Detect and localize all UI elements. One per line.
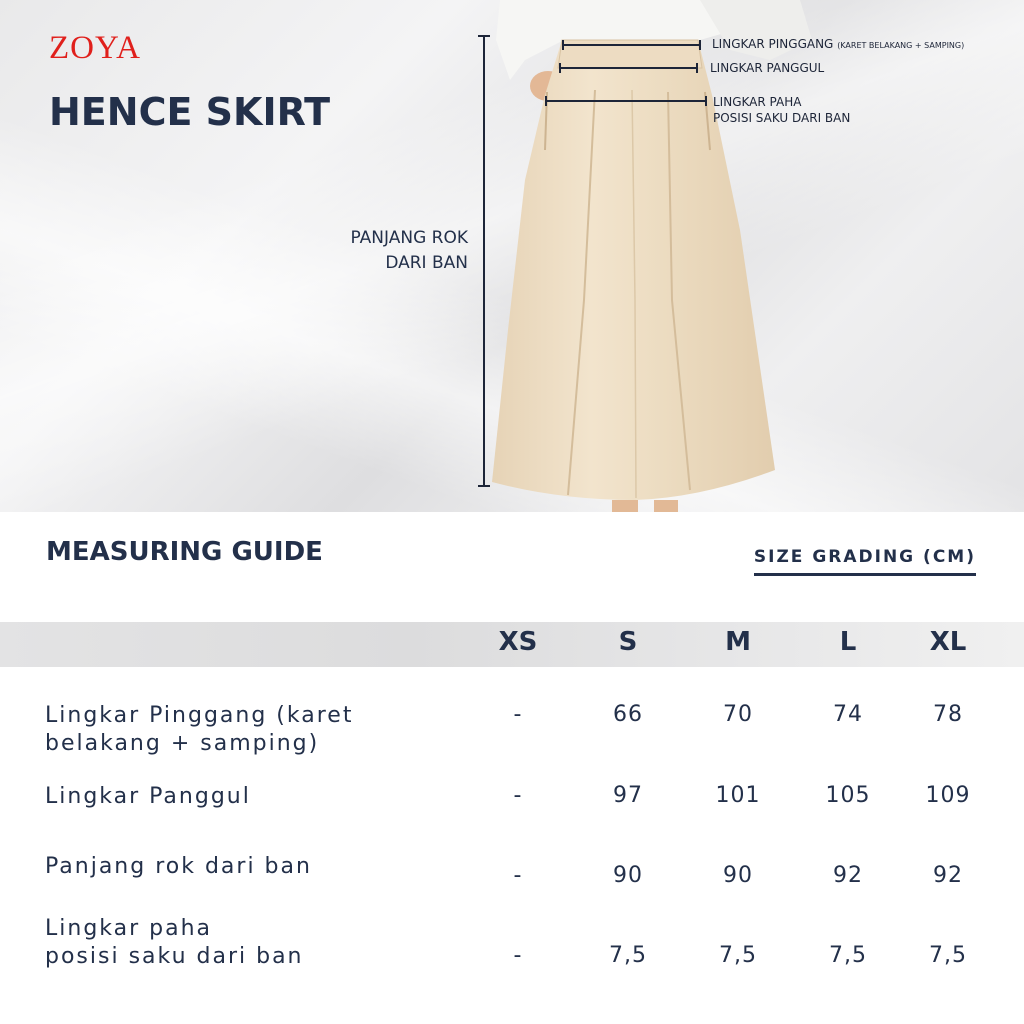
waist-label: LINGKAR PINGGANG [712,37,834,51]
row-label: Panjang rok dari ban [45,854,312,879]
table-cell-m: 7,5 [719,943,757,968]
table-cell-m: 70 [723,702,753,727]
feet [654,500,678,512]
length-label-text: PANJANG ROK DARI BAN [350,228,468,273]
feet [612,500,638,512]
row-label: Lingkar Panggul [45,784,251,809]
measuring-guide-title: MEASURING GUIDE [46,537,323,567]
product-title: HENCE SKIRT [49,90,331,134]
waist-annotation [712,36,964,54]
table-cell-s: 7,5 [609,943,647,968]
table-cell-xl: 78 [933,702,963,727]
size-header-s: S [618,627,638,657]
table-cell-l: 74 [833,702,863,727]
row-label: Lingkar Pinggang (karet belakang + samping) [45,703,354,756]
thigh-label-line1: LINGKAR PAHA [713,95,802,109]
thigh-annotation [713,94,850,126]
table-cell-xl: 7,5 [929,943,967,968]
table-cell-xs: - [513,863,523,888]
row-label: Lingkar paha posisi saku dari ban [45,916,304,969]
length-label [351,226,469,276]
table-cell-l: 7,5 [829,943,867,968]
table-cell-l: 105 [825,783,871,808]
size-header-m: M [725,627,751,657]
table-cell-xs: - [513,943,523,968]
size-grading-label: SIZE GRADING (CM) [754,547,976,576]
table-cell-m: 101 [715,783,761,808]
table-cell-xl: 109 [925,783,971,808]
table-cell-m: 90 [723,863,753,888]
thigh-label-line2: POSISI SAKU DARI BAN [713,111,851,125]
table-cell-xs: - [513,783,523,808]
table-cell-xl: 92 [933,863,963,888]
size-header-xl: XL [929,627,967,657]
table-cell-xs: - [513,702,523,727]
hip-label: LINGKAR PANGGUL [710,61,825,75]
size-header-l: L [839,627,857,657]
brand-logo: ZOYA [49,30,141,66]
size-header-xs: XS [498,627,538,657]
table-cell-s: 90 [613,863,643,888]
table-cell-s: 66 [613,702,643,727]
table-cell-s: 97 [613,783,643,808]
hip-annotation [710,60,824,76]
table-cell-l: 92 [833,863,863,888]
waist-note: (KARET BELAKANG + SAMPING) [837,41,965,50]
